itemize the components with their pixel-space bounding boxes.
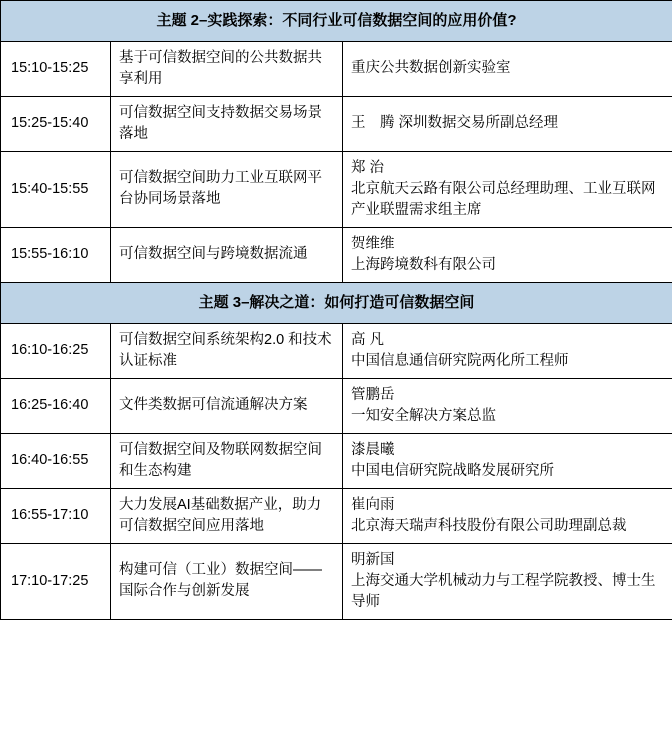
row-speaker-affiliation: 北京海天瑞声科技股份有限公司助理副总裁 [351,517,627,534]
row-speaker [343,543,672,619]
table-row [1,543,672,619]
table-row [1,488,672,543]
row-time: 15:40-15:55 [1,151,111,227]
row-time: 17:10-17:25 [1,543,111,619]
row-topic [111,378,343,433]
row-time: 16:40-16:55 [1,433,111,488]
row-speaker-name: 崔向雨 [351,496,395,513]
row-topic-text: 基于可信数据空间的公共数据共享利用 [119,49,322,87]
row-speaker [343,41,672,96]
section-header-row [1,282,672,323]
row-topic-text: 可信数据空间与跨境数据流通 [119,246,308,263]
row-time: 16:25-16:40 [1,378,111,433]
row-speaker-name: 漆晨曦 [351,441,395,458]
row-topic [111,543,343,619]
agenda-table-body [1,1,672,620]
row-topic [111,151,343,227]
row-time: 15:25-15:40 [1,96,111,151]
row-speaker-name: 王 腾 深圳数据交易所副总经理 [351,115,559,132]
row-speaker-affiliation: 中国信息通信研究院两化所工程师 [351,352,569,369]
row-time: 15:10-15:25 [1,41,111,96]
table-row [1,96,672,151]
section-header-title: 主题 3–解决之道：如何打造可信数据空间 [1,282,672,323]
row-speaker [343,378,672,433]
row-topic-text: 可信数据空间支持数据交易场景落地 [119,104,322,142]
row-topic [111,227,343,282]
row-topic-text: 可信数据空间及物联网数据空间和生态构建 [119,441,322,479]
row-speaker-affiliation: 一知安全解决方案总监 [351,407,496,424]
row-speaker-affiliation: 上海交通大学机械动力与工程学院教授、博士生导师 [351,572,656,610]
row-topic [111,96,343,151]
row-time: 15:55-16:10 [1,227,111,282]
row-speaker-affiliation: 上海跨境数科有限公司 [351,256,496,273]
table-row [1,151,672,227]
table-row [1,41,672,96]
row-speaker-name: 明新国 [351,551,395,568]
row-speaker [343,151,672,227]
row-topic [111,323,343,378]
row-topic-text: 文件类数据可信流通解决方案 [119,397,308,414]
row-topic-text: 大力发展AI基础数据产业，助力可信数据空间应用落地 [119,496,322,534]
row-speaker [343,488,672,543]
row-time: 16:55-17:10 [1,488,111,543]
row-speaker [343,323,672,378]
row-speaker-affiliation: 重庆公共数据创新实验室 [351,60,511,77]
table-row [1,433,672,488]
row-topic [111,41,343,96]
table-row [1,227,672,282]
row-speaker-name: 郑 治 [351,159,385,176]
row-speaker-name: 管鹏岳 [351,386,395,403]
section-header-title: 主题 2–实践探索：不同行业可信数据空间的应用价值? [1,1,672,42]
section-header-row [1,1,672,42]
row-topic [111,488,343,543]
row-speaker [343,227,672,282]
row-speaker-affiliation: 中国电信研究院战略发展研究所 [351,462,554,479]
table-row [1,378,672,433]
row-speaker [343,433,672,488]
row-time: 16:10-16:25 [1,323,111,378]
row-topic-text: 可信数据空间系统架构2.0 和技术认证标准 [119,331,332,369]
row-speaker [343,96,672,151]
row-speaker-name: 高 凡 [351,331,385,348]
row-topic-text: 构建可信（工业）数据空间——国际合作与创新发展 [119,562,322,600]
row-topic-text: 可信数据空间助力工业互联网平台协同场景落地 [119,170,322,208]
row-speaker-affiliation: 北京航天云路有限公司总经理助理、工业互联网产业联盟需求组主席 [351,180,656,218]
table-row [1,323,672,378]
row-speaker-name: 贺维维 [351,235,395,252]
row-topic [111,433,343,488]
